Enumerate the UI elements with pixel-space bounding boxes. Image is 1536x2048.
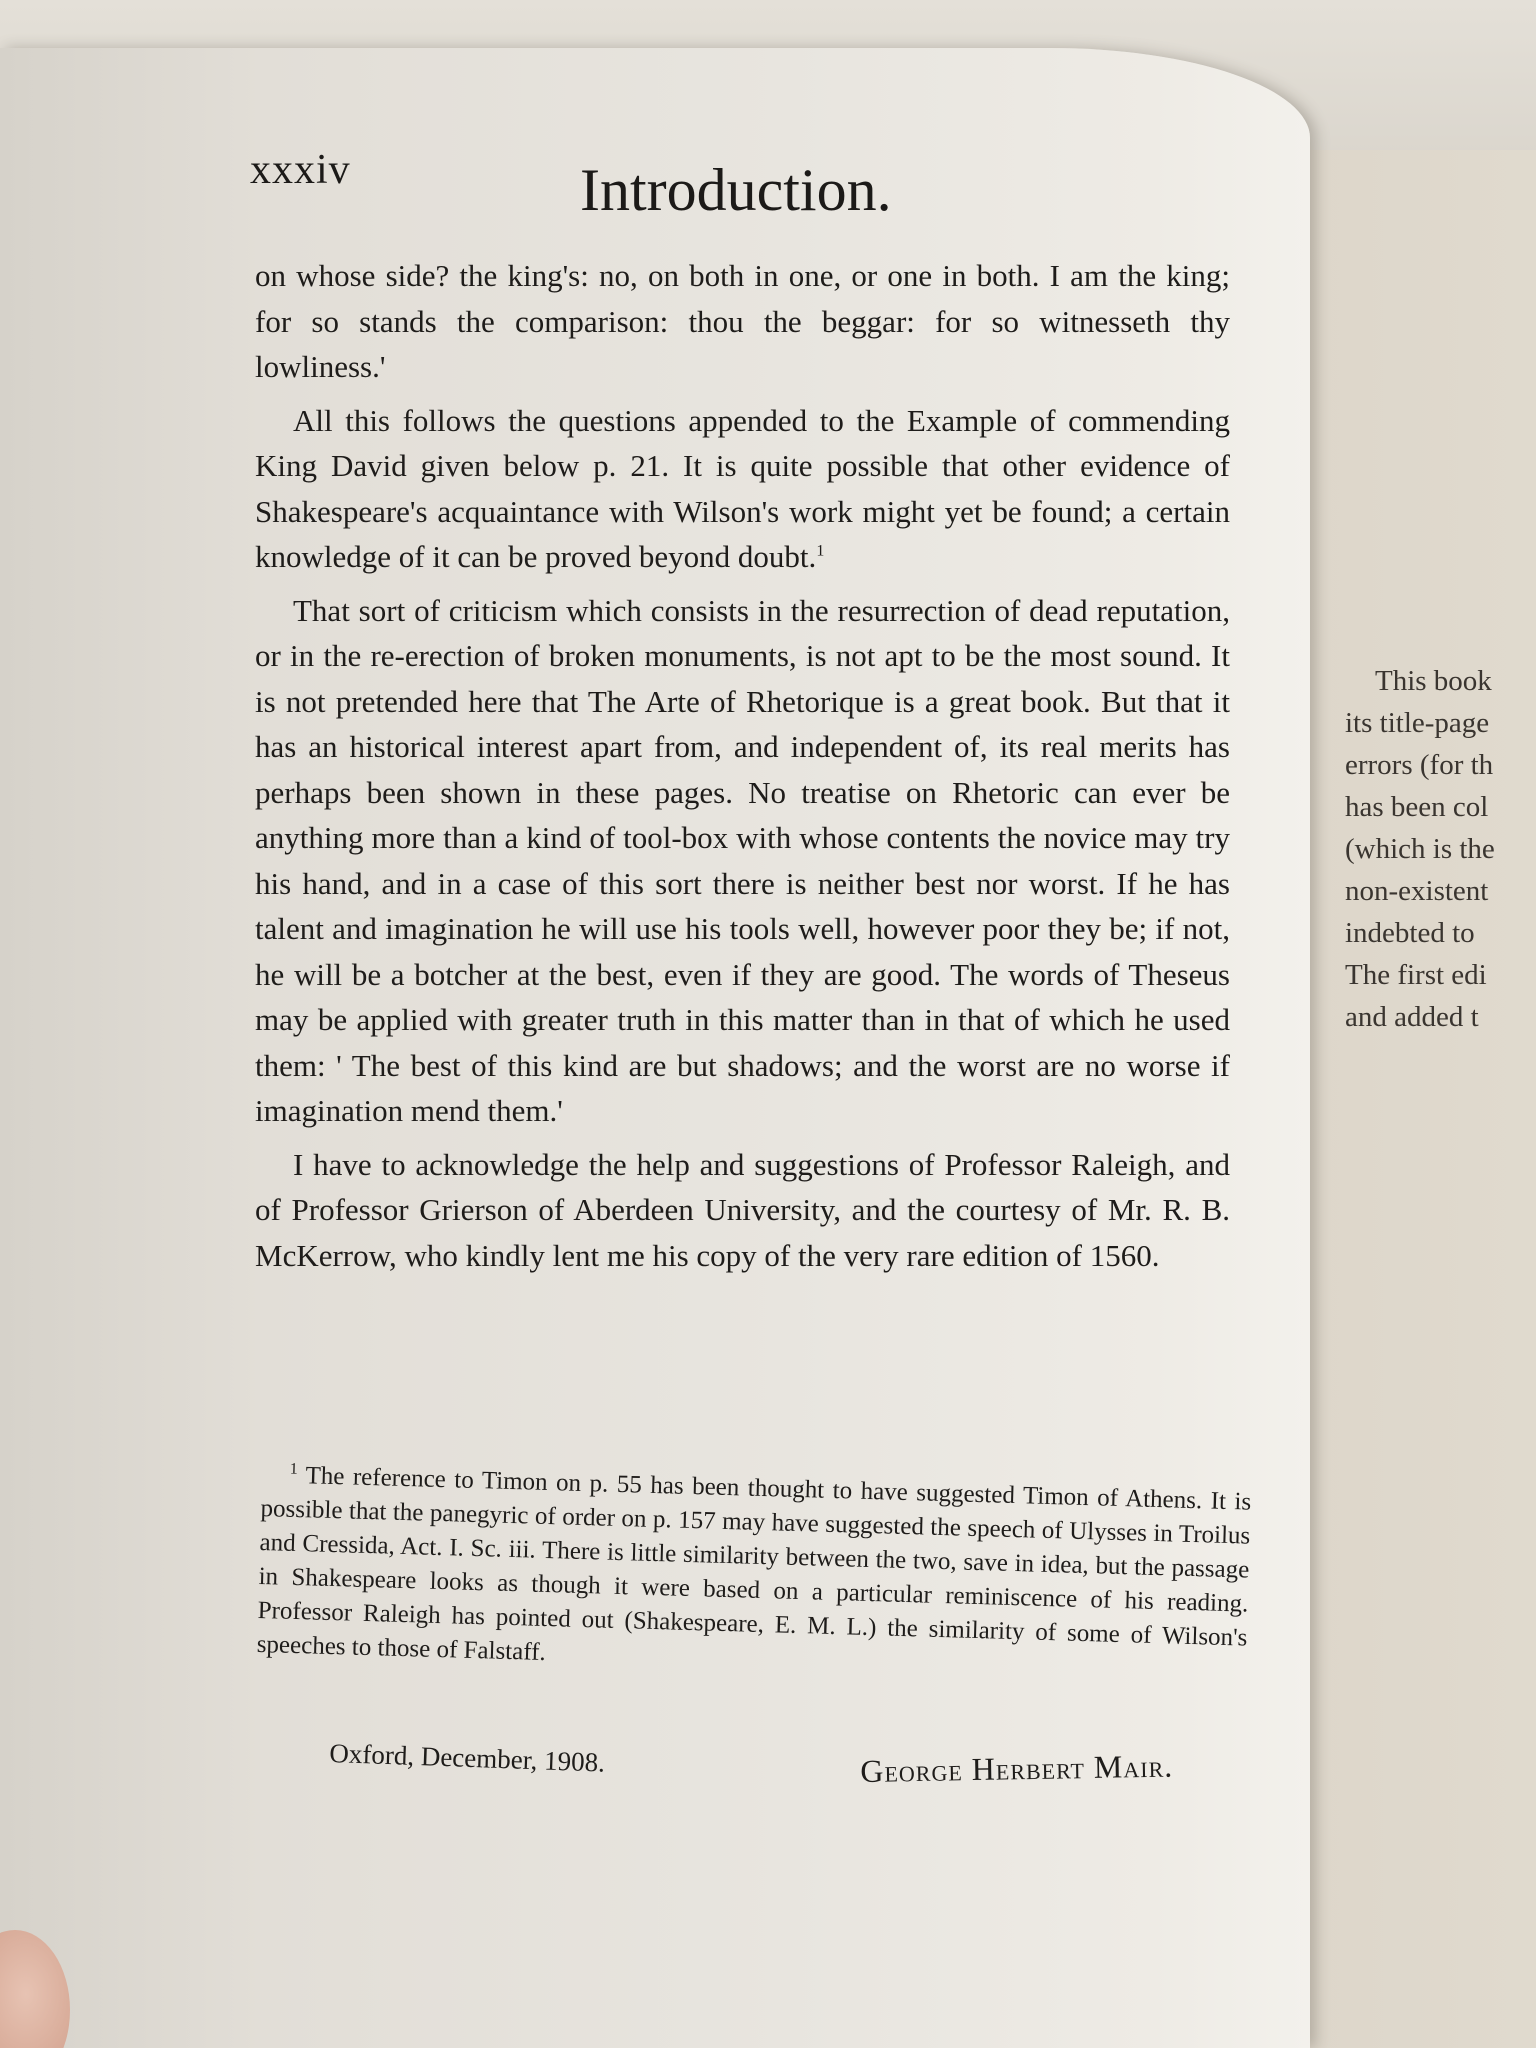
paragraph: That sort of criticism which consists in the resurrection of dead reputation, or in the re-erection of broken monuments, is not apt to be the most sound. It is not pretended here that The Arte of Rhetorique is a great book. But that it has an historical interest apart from, and independent of, its real merits has perhaps been shown in these pages. No treatise on Rhetoric can ever be anything more than a kind of tool-box with whose contents the novice may try his hand, and in a case of this sort there is neither best nor worst. If he has talent and imagination he will use his tools well, however poor they be; if not, he will be a botcher at the best, even if they are good. The words of Theseus may be applied with greater truth in this matter than in that of which he used them: ' The best of this kind are but shadows; and the worst are no worse if imagination mend them.'	[255, 592, 1230, 1128]
facing-page-line: (which is the	[1345, 833, 1495, 865]
paragraph: I have to acknowledge the help and suggestions of Professor Raleigh, and of Professor Grierson of Aberdeen University, and the courtesy of Mr. R. B. McKerrow, who kindly lent me his copy of the very rare edition of 1560.	[255, 1146, 1230, 1273]
footnote	[256, 1458, 1251, 1690]
page-title: Introduction.	[580, 157, 892, 223]
footnote-text: The reference to Timon on p. 55 has been thought to have suggested Timon of Athens. It is possible that the panegyric of order on p. 157 may have suggested the speech of Ulysses in Troilus and Cressida, Act. I. Sc. iii. There is little similarity between the two, save in idea, but the passage in Shakespeare looks as though it were based on a particular reminiscence of his reading. Professor Raleigh has pointed out (Shakespeare, E. M. L.) the similarity of some of Wilson's speeches to those of Falstaff.	[256, 1462, 1252, 1666]
footnote-marker: 1	[816, 542, 825, 560]
facing-page-line: The first edi	[1345, 959, 1487, 991]
facing-page-line: non-existent	[1345, 875, 1489, 907]
book-page	[0, 48, 1310, 2048]
body-text	[255, 253, 1230, 1286]
facing-page-line: has been col	[1345, 791, 1489, 823]
facing-page-line: its title-page	[1345, 707, 1490, 739]
paragraph	[255, 398, 1230, 580]
facing-page-line: indebted to	[1345, 917, 1475, 949]
facing-page-line: errors (for th	[1345, 749, 1494, 781]
facing-page-line: This book	[1375, 665, 1492, 697]
paragraph-text: All this follows the questions appended to the Example of commending King David given below p. 21. It is quite possible that other evidence of Shakespeare's acquaintance with Wilson's work might yet be found; a certain knowledge of it can be proved beyond doubt.	[255, 402, 1230, 574]
page-number: xxxiv	[250, 147, 351, 193]
footnote-marker: 1	[289, 1460, 298, 1478]
facing-page-line: and added t	[1345, 1001, 1479, 1033]
signature-place-date: Oxford, December, 1908.	[328, 1738, 606, 1778]
paragraph: on whose side? the king's: no, on both in one, or one in both. I am the king; for so stands the comparison: thou the beggar: for so witnesseth thy lowliness.'	[255, 258, 1230, 384]
signature-author: George Herbert Mair.	[860, 1747, 1174, 1789]
